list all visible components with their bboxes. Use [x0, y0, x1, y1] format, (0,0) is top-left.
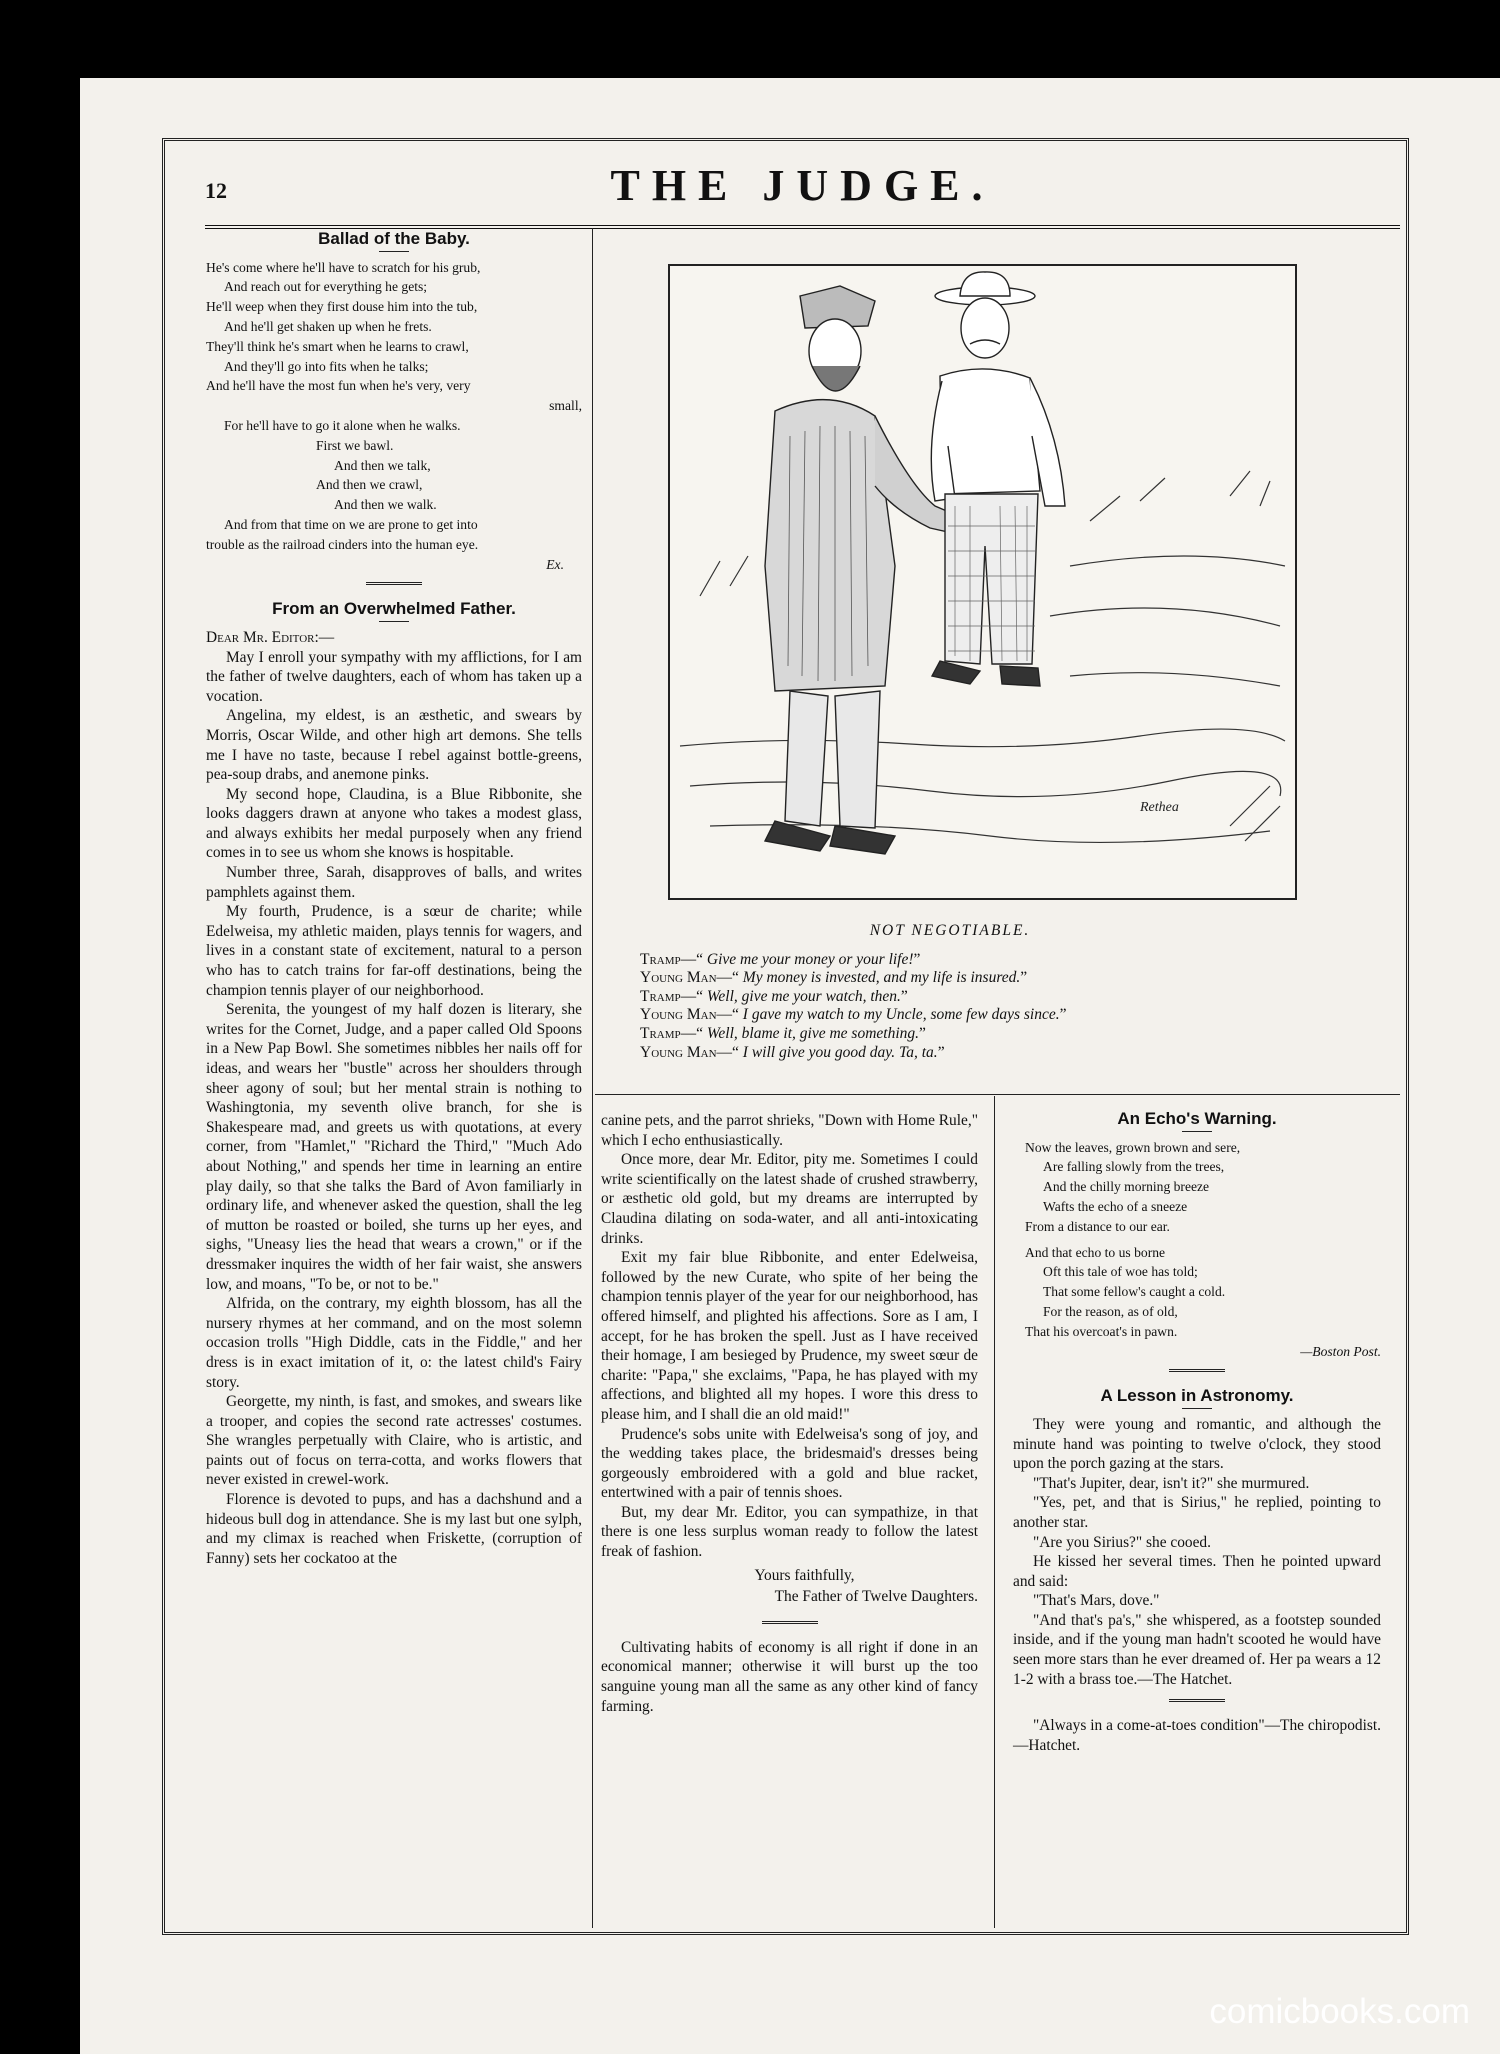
echo-poem: [1013, 1138, 1381, 1342]
dialogue-speaker: Young Man: [640, 969, 717, 987]
letter-closing: Yours faithfully,: [754, 1566, 855, 1584]
dialogue-line: Tramp—“ Well, give me your watch, then.”: [640, 987, 908, 1005]
dialogue-speech: I gave my watch to my Uncle, some few days since.: [742, 1006, 1060, 1024]
father-letter-continued: [601, 1111, 978, 1562]
lesson-paragraph: "And that's pa's," she whispered, as a footstep sounded inside, and if the young man hadn't scooted he would have seen more stars than he ever dreamed of. Her pa wears a 12 1-2 with a brass toe.—The Hatchet.: [1013, 1611, 1381, 1688]
poem-line: For the reason, as of old,: [1043, 1303, 1178, 1319]
echo-title: An Echo's Warning.: [1117, 1109, 1277, 1128]
page-number: 12: [205, 178, 227, 203]
poem-line: And he'll have the most fun when he's very, very: [206, 378, 471, 394]
column-middle: [601, 1111, 978, 1716]
column-right: [1013, 1109, 1381, 1755]
dialogue-speech: My money is invested, and my life is insured.: [742, 969, 1021, 987]
watermark-logo: comicbooks.com: [1209, 1992, 1470, 2031]
dialogue-line: Young Man—“ I will give you good day. Ta, ta.”: [640, 1043, 945, 1061]
section-divider: [1169, 1699, 1225, 1704]
poem-line: trouble as the railroad cinders into the human eye.: [206, 536, 479, 552]
poem-line: First we bawl.: [316, 437, 394, 453]
poem-line: That his overcoat's in pawn.: [1025, 1323, 1178, 1339]
column-divider-right: [994, 1096, 995, 1928]
dialogue-speech: Give me your money or your life!: [706, 950, 914, 968]
dialogue-line: Tramp—“ Give me your money or your life!”: [640, 950, 921, 968]
echo-source: —Boston Post.: [1300, 1343, 1381, 1359]
lesson-paragraph: "That's Jupiter, dear, isn't it?" she murmured.: [1033, 1474, 1310, 1492]
dialogue-speaker: Tramp: [640, 987, 681, 1005]
poem-line: And that echo to us borne: [1025, 1244, 1166, 1260]
dialogue-line: Young Man—“ My money is invested, and my life is insured.”: [640, 969, 1028, 987]
poem-line: And from that time on we are prone to get into: [224, 516, 478, 532]
poem-line: Now the leaves, grown brown and sere,: [1025, 1139, 1241, 1155]
column-left: [206, 229, 582, 1568]
poem-line: For he'll have to go it alone when he walks.: [224, 417, 461, 433]
section-divider: [1169, 1369, 1225, 1374]
letter-paragraph: Serenita, the youngest of my half dozen is literary, she writes for the Cornet, Judge, and a paper called Old Spoons in a New Pap Bowl. She sometimes nibbles her nails off for ideas, and wears her "bustle" across her shoulders through sheer agony of soul; but her mental strain is nothing to Washingtonia, my seventh olive branch, for she is Shakespeare mad, and greets us with quotations, at every corner, from "Hamlet," "Richard the Third," "Much Ado about Nothing," and spends her time in learning an entire play daily, so that she talks the Bard of Avon familiarly in ordinary life, and whenever asked the question, shall the leg of mutton be roasted or boiled, she turns up her eyes, and sighs, "Uneasy lies the head that wears a crown," or if the dressmaker inquires the width of her fair waist, she answers low, and moans, "To be, or not to be.": [206, 1001, 582, 1293]
father-letter-body: [206, 648, 582, 1569]
lesson-paragraph: They were young and romantic, and although the minute hand was pointing to twelve o'clock, they stood upon the porch gazing at the stars.: [1013, 1415, 1381, 1473]
poem-line: And then we walk.: [334, 497, 437, 513]
page-header: [205, 160, 1400, 228]
poem-line: And reach out for everything he gets;: [224, 279, 428, 295]
poem-line: They'll think he's smart when he learns to crawl,: [206, 338, 469, 354]
letter-paragraph: canine pets, and the parrot shrieks, "Down with Home Rule," which I echo enthusiastically.: [601, 1112, 978, 1149]
lesson-title: A Lesson in Astronomy.: [1100, 1386, 1294, 1406]
poem-line: That some fellow's caught a cold.: [1043, 1284, 1226, 1300]
section-divider: [366, 582, 422, 587]
poem-line: From a distance to our ear.: [1025, 1218, 1170, 1234]
tramp-and-young-man-drawing: [670, 266, 1295, 898]
poem-line: And the chilly morning breeze: [1043, 1179, 1210, 1195]
title-dash: [379, 251, 409, 252]
letter-paragraph: Angelina, my eldest, is an æsthetic, and swears by Morris, Oscar Wilde, and other high art demons. She tells me I have no taste, because I rebel against bottle-greens, pea-soup drabs, and anemone pinks.: [206, 707, 582, 784]
dialogue-speech: Well, give me your watch, then.: [706, 987, 901, 1005]
poem-line: Wafts the echo of a sneeze: [1043, 1198, 1188, 1214]
ballad-source: Ex.: [546, 556, 564, 572]
artist-signature: Rethea: [1140, 800, 1179, 815]
salutation: Dear Mr. Editor:—: [206, 628, 335, 646]
letter-paragraph: Number three, Sarah, disapproves of balls, and writes pamphlets against them.: [206, 864, 582, 901]
lesson-paragraph: "Are you Sirius?" she cooed.: [1033, 1533, 1211, 1551]
letter-paragraph: Georgette, my ninth, is fast, and smokes, and swears like a trooper, and copies the second rate actresses' costumes. She wrangles perpetually with Claire, who is artistic, and paints out of focus on terra-cotta, and works flowers that never existed in crewel-work.: [206, 1393, 582, 1489]
lesson-paragraph: He kissed her several times. Then he pointed upward and said:: [1013, 1553, 1381, 1590]
letter-paragraph: But, my dear Mr. Editor, you can sympathize, in that there is one less surplus woman ready to follow the latest freak of fashion.: [601, 1503, 978, 1561]
cartoon-bottom-rule: [595, 1094, 1400, 1095]
poem-line: And they'll go into fits when he talks;: [224, 358, 429, 374]
dialogue-speech: I will give you good day. Ta, ta.: [742, 1043, 938, 1061]
dialogue-speech: Well, blame it, give me something.: [706, 1024, 920, 1042]
column-divider-left: [592, 228, 593, 1928]
letter-paragraph: Once more, dear Mr. Editor, pity me. Sometimes I could write scientifically on the latest shade of crushed strawberry, or æsthetic old gold, but my dreams are interrupted by Claudina dilating on soda-water, and all anti-intoxicating drinks.: [601, 1151, 978, 1247]
father-title: From an Overwhelmed Father.: [272, 599, 516, 619]
letter-paragraph: Florence is devoted to pups, and has a dachshund and a hideous bull dog in attendance. She is my last but one sylph, and my climax is reached when Friskette, (corruption of Fanny) sets her cockatoo at the: [206, 1491, 582, 1567]
letter-paragraph: Alfrida, on the contrary, my eighth blossom, has all the nursery rhymes at her command, and on the most solemn occasion trolls "High Diddle, cats in the Fiddle," and her dress is in exact imitation of it, o: the latest child's Fairy story.: [206, 1295, 582, 1391]
poem-line: And then we talk,: [334, 457, 431, 473]
ballad-title: Ballad of the Baby.: [318, 229, 470, 248]
masthead-title: THE JUDGE.: [610, 161, 995, 210]
poem-line: He'll weep when they first douse him into the tub,: [206, 299, 478, 315]
title-dash: [1182, 1408, 1212, 1409]
ballad-poem: [206, 258, 582, 555]
dialogue-speaker: Young Man: [640, 1006, 717, 1024]
dialogue-line: Young Man—“ I gave my watch to my Uncle, some few days since.”: [640, 1006, 1067, 1024]
letter-signature: The Father of Twelve Daughters.: [774, 1588, 978, 1606]
poem-line: And he'll get shaken up when he frets.: [224, 318, 432, 334]
poem-line: He's come where he'll have to scratch for his grub,: [206, 259, 481, 275]
title-dash: [379, 621, 409, 622]
cartoon-caption: [640, 922, 1260, 1062]
economy-item: Cultivating habits of economy is all right if done in an economical manner; otherwise it will burst up the too sanguine young man all the same as any other kind of fancy farming.: [601, 1638, 978, 1715]
letter-paragraph: My second hope, Claudina, is a Blue Ribbonite, she looks daggers drawn at anyone who takes a modest glass, and always exhibits her medal purposely when any friend comes in to see us whom she knows is hospitable.: [206, 785, 582, 862]
letter-paragraph: Prudence's sobs unite with Edelweisa's song of joy, and the wedding takes place, the bridesmaid's dresses being gorgeously embroidered with a gold and blue racket, entertwined with a pair of tennis shoes.: [601, 1425, 978, 1502]
lesson-body: [1013, 1415, 1381, 1689]
letter-paragraph: Exit my fair blue Ribbonite, and enter Edelweisa, followed by the new Curate, who spite of her being the champion tennis player of the year for our neighborhood, has offered himself, and plighted his affections. Sore as I am, I accept, for he has broken the spell. Just as I have received their homage, I am besieged by Prudence, my sweet sœur de charite: "Papa," she exclaims, "Papa, he has played with my affections, and blighted all my hopes. I wore this dress to please him, and I shall die an old maid!": [601, 1249, 978, 1423]
letter-paragraph: May I enroll your sympathy with my afflictions, for I am the father of twelve daughters, each of whom has taken up a vocation.: [206, 648, 582, 705]
poem-line: small,: [549, 398, 582, 414]
cartoon-title: NOT NEGOTIABLE.: [869, 922, 1031, 939]
letter-paragraph: My fourth, Prudence, is a sœur de charite; while Edelweisa, my athletic maiden, plays tennis for wagers, and lives in a constant state of excitement, natural to a person who has to catch trains for far-off destinations, being the champion tennis player of our neighborhood.: [206, 903, 582, 999]
poem-line: Oft this tale of woe has told;: [1043, 1264, 1198, 1280]
cartoon-illustration: [668, 264, 1297, 900]
poem-line: Are falling slowly from the trees,: [1043, 1159, 1225, 1175]
title-dash: [1182, 1131, 1212, 1132]
poem-line: And then we crawl,: [316, 477, 423, 493]
dialogue-speaker: Tramp: [640, 1024, 681, 1042]
cartoon-dialogue: [640, 951, 1260, 1063]
chiropodist-item: "Always in a come-at-toes condition"—The chiropodist.—Hatchet.: [1013, 1717, 1381, 1754]
section-divider: [762, 1621, 818, 1626]
dialogue-speaker: Tramp: [640, 950, 681, 968]
lesson-paragraph: "Yes, pet, and that is Sirius," he replied, pointing to another star.: [1013, 1494, 1381, 1531]
lesson-paragraph: "That's Mars, dove.": [1033, 1592, 1160, 1610]
dialogue-speaker: Young Man: [640, 1043, 717, 1061]
dialogue-line: Tramp—“ Well, blame it, give me something.”: [640, 1024, 926, 1042]
